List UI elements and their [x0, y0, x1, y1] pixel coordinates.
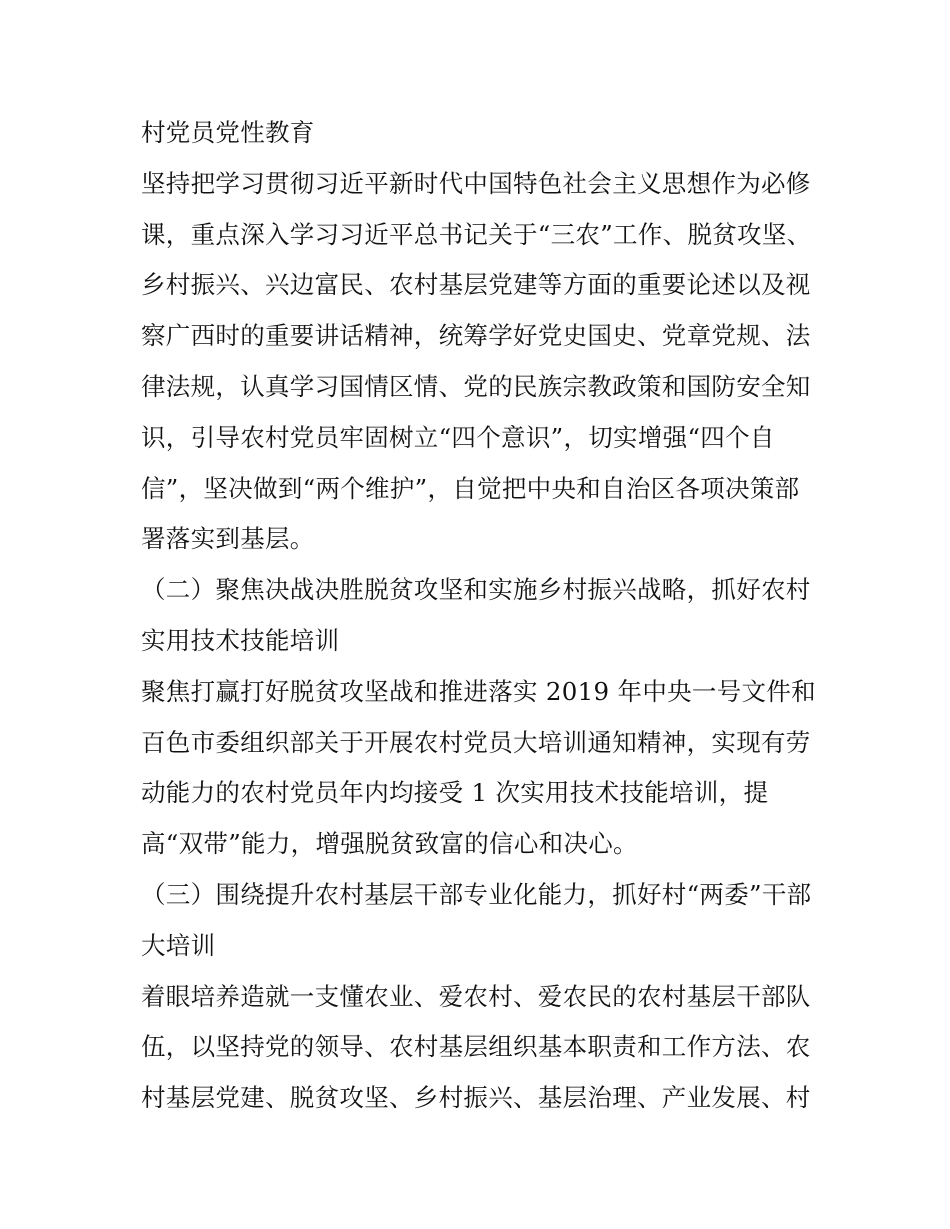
text-line: 百色市委组织部关于开展农村党员大培训通知精神，实现有劳 [141, 727, 811, 757]
section-heading-3-cont: 大培训 [141, 930, 216, 960]
section-heading-3: （三）围绕提升农村基层干部专业化能力，抓好村“两委”干部 [141, 879, 812, 909]
text-line: 律法规，认真学习国情区情、党的民族宗教政策和国防安全知 [141, 371, 811, 401]
document-body [141, 108, 816, 1124]
text-line: 动能力的农村党员年内均接受 1 次实用技术技能培训，提 [141, 778, 769, 808]
text-line: 村基层党建、脱贫攻坚、乡村振兴、基层治理、产业发展、村 [141, 1083, 811, 1113]
text-line: 村党员党性教育 [141, 118, 315, 147]
text-line: 伍，以坚持党的领导、农村基层组织基本职责和工作方法、农 [141, 1032, 811, 1062]
text-line: 着眼培养造就一支懂农业、爱农村、爱农民的农村基层干部队 [141, 981, 811, 1011]
text-line: 聚焦打赢打好脱贫攻坚战和推进落实 2019 年中央一号文件和 [141, 676, 816, 706]
text-line: 课，重点深入学习习近平总书记关于“三农”工作、脱贫攻坚、 [141, 219, 812, 249]
text-line: 署落实到基层。 [141, 524, 315, 554]
text-line: 乡村振兴、兴边富民、农村基层党建等方面的重要论述以及视 [141, 270, 811, 300]
text-line: 信”，坚决做到“两个维护”，自觉把中央和自治区各项决策部 [141, 473, 800, 503]
text-line: 察广西时的重要讲话精神，统筹学好党史国史、党章党规、法 [141, 321, 811, 351]
text-line: 坚持把学习贯彻习近平新时代中国特色社会主义思想作为必修 [141, 168, 811, 198]
section-heading-2-cont: 实用技术技能培训 [141, 625, 340, 655]
text-line: 高“双带”能力，增强脱贫致富的信心和决心。 [141, 829, 638, 859]
section-heading-2: （二）聚焦决战决胜脱贫攻坚和实施乡村振兴战略，抓好农村 [141, 575, 811, 605]
text-line: 识，引导农村党员牢固树立“四个意识”，切实增强“四个自 [141, 422, 775, 452]
